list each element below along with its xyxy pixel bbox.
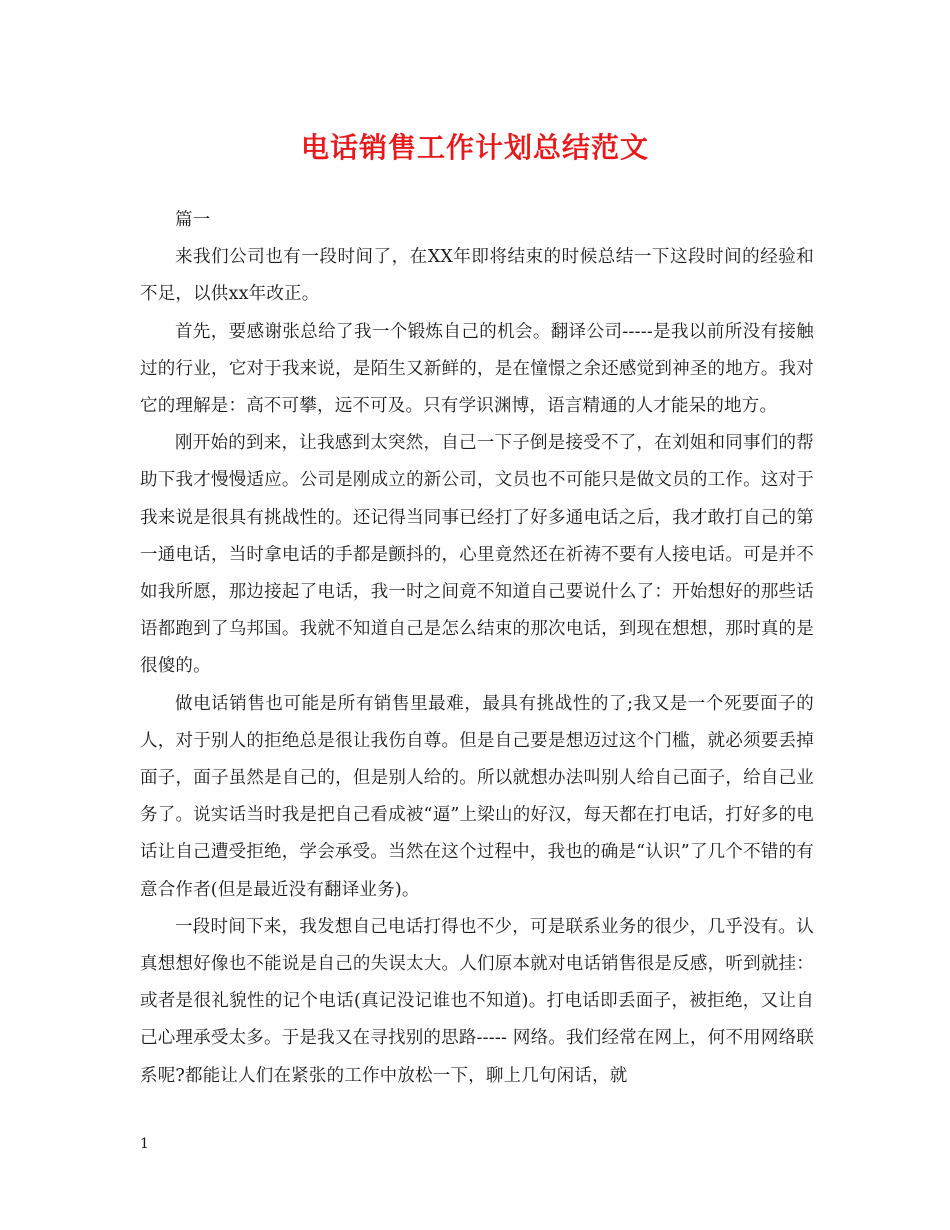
paragraph-section-label: 篇一 [175,210,211,230]
paragraph: 做电话销售也可能是所有销售里最难，最具有挑战性的了;我又是一个死要面子的人，对于别人的拒绝总是很让我伤自尊。但是自己要是想迈过这个门槛，就必须要丢掉面子，面子虽然是自己的，但是别人给的。所以就想办法叫别人给自己面子，给自己业务了。说实话当时我是把自己看成被“逼”上梁山的好汉，每天都在打电话，打好多的电话让自己遭受拒绝，学会承受。当然在这个过程中，我也的确是“认识”了几个不错的有意合作者(但是最近没有翻译业务)。 [140,693,814,900]
document-title: 电话销售工作计划总结范文 [300,131,649,164]
document-body [140,202,814,1095]
paragraph: 来我们公司也有一段时间了，在XX年即将结束的时候总结一下这段时间的经验和不足，以供xx年改正。 [140,247,814,305]
paragraph: 刚开始的到来，让我感到太突然，自己一下子倒是接受不了，在刘姐和同事们的帮助下我才慢慢适应。公司是刚成立的新公司，文员也不可能只是做文员的工作。这对于我来说是很具有挑战性的。还记得当同事已经打了好多通电话之后，我才敢打自己的第一通电话，当时拿电话的手都是颤抖的，心里竟然还在祈祷不要有人接电话。可是并不如我所愿，那边接起了电话，我一时之间竟不知道自己要说什么了：开始想好的那些话语都跑到了乌邦国。我就不知道自己是怎么结束的那次电话，到现在想想，那时真的是很傻的。 [140,433,814,677]
page-number: 1 [140,1136,149,1152]
paragraph: 首先，要感谢张总给了我一个锻炼自己的机会。翻译公司-----是我以前所没有接触过的行业，它对于我来说，是陌生又新鲜的，是在憧憬之余还感觉到神圣的地方。我对它的理解是：高不可攀，远不可及。只有学识渊博，语言精通的人才能呆的地方。 [140,321,814,417]
paragraph: 一段时间下来，我发想自己电话打得也不少，可是联系业务的很少，几乎没有。认真想想好像也不能说是自己的失误太大。人们原本就对电话销售很是反感，听到就挂：或者是很礼貌性的记个电话(真记没记谁也不知道)。打电话即丢面子，被拒绝，又让自己心理承受太多。于是我又在寻找别的思路----- 网络。我们经常在网上，何不用网络联系呢?都能让人们在紧张的工作中放松一下，聊上几句闲话，就 [140,916,814,1086]
